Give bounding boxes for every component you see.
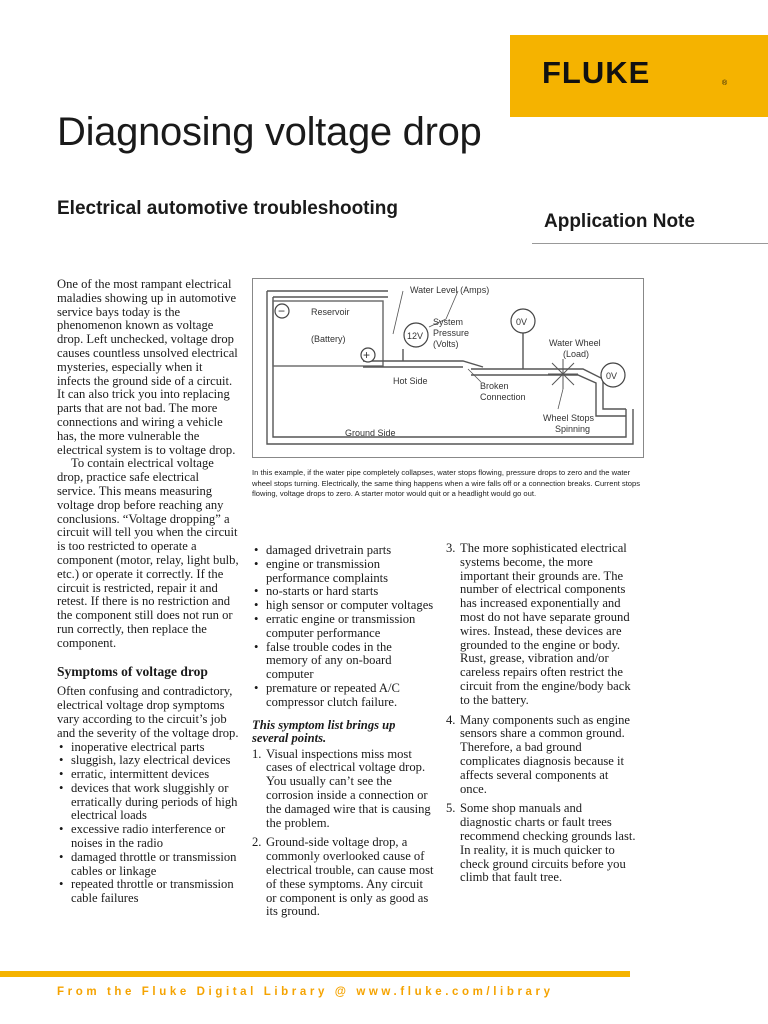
plus-sign: + [363,348,371,362]
doc-type-label: Application Note [544,211,695,232]
label-load: (Load) [563,349,590,359]
label-pressure: Pressure [433,328,470,338]
minus-sign: − [278,304,286,318]
label-battery: (Battery) [311,334,346,344]
item-text: Visual inspections miss most cases of electrical voltage drop. You usually can’t see the corrosion inside a connection or the damaged wire that is causing the problem. [266,746,431,830]
label-broken: Broken [480,381,509,391]
item-number: 5. [446,801,456,816]
list-item: • damaged throttle or transmission cables or linkage [57,851,239,879]
water-wheel-icon [548,359,578,389]
gauge-0v-2-label: 0V [606,371,618,381]
item-number: 2. [252,835,262,850]
list-item: • high sensor or computer voltages [252,599,434,613]
list-item [446,802,636,885]
intro-paragraph: One of the most rampant electrical maladies showing up in automotive service bays today is the phenomenon known as voltage drop. Left unchecked, voltage drop causes countless unsolved electrical mysteries, especially when it infects the ground side of a circuit. It can also trick you into replacing parts that are not bad. The more connections and wiring a vehicle has, the more vulnerable the electrical system is to voltage drop. [57,277,238,457]
label-hot-side: Hot Side [393,376,428,386]
diagram-svg [253,279,643,457]
list-item: • false trouble codes in the memory of any on-board computer [252,641,434,682]
list-item: • sluggish, lazy electrical devices [57,754,239,768]
header-divider [532,243,768,244]
list-item: • erratic engine or transmission computer performance [252,613,434,641]
list-item: • engine or transmission performance complaints [252,558,434,586]
list-item: • no-starts or hard starts [252,585,434,599]
label-system: System [433,317,464,327]
list-item: • excessive radio interference or noises in the radio [57,823,239,851]
fluke-logo: FLUKE [542,55,651,90]
gauge-0v-label: 0V [516,317,528,327]
page-subtitle: Electrical automotive troubleshooting [57,198,398,219]
footer-rule [0,971,630,977]
section-paragraph: Often confusing and contradictory, electrical voltage drop symptoms vary according to the circuit’s job and the severity of the voltage drop. [57,684,239,740]
list-item: • inoperative electrical parts [57,741,239,755]
page-title: Diagnosing voltage drop [57,110,482,154]
item-text: The more sophisticated electrical systems become, the more important their grounds are. The number of electrical components has increased exponentially and most do not have separate ground wires. Instead, these devices are grounded to the engine or body. Rust, grease, vibration and/or careless repairs often restrict the circuit from the engine/body back to the battery. [460,541,631,707]
registered-mark: ® [722,80,728,87]
item-text: Ground-side voltage drop, a commonly overlooked cause of electrical trouble, can cause most of these symptoms. Any circuit or component is only as good as its ground. [266,835,434,919]
list-item: • damaged drivetrain parts [252,544,434,558]
label-reservoir: Reservoir [311,307,350,317]
list-item [252,748,434,831]
label-volts: (Volts) [433,339,459,349]
list-item: • devices that work sluggishly or erratically during periods of high electrical loads [57,782,239,823]
column-2 [252,544,434,925]
list-item [446,714,636,797]
label-wheel-stops: Wheel Stops [543,413,595,423]
list-item: • repeated throttle or transmission cable failures [57,878,239,906]
label-ground-side: Ground Side [345,428,396,438]
list-item: • erratic, intermittent devices [57,768,239,782]
label-connection: Connection [480,392,526,402]
item-number: 1. [252,746,262,761]
item-number: 3. [446,541,456,555]
section-heading: Symptoms of voltage drop [57,663,208,679]
list-item: • premature or repeated A/C compressor clutch failure. [252,682,434,710]
gauge-12v-label: 12V [407,331,424,341]
body-paragraph: To contain electrical voltage drop, practice safe electrical service. This means measuring voltage drop before reaching any conclusions. “Voltage dropping” a circuit will tell you when the circuit is too restricted to operate a component (motor, relay, light bulb, etc.) or operate it correctly. If the circuit is restricted, repair it and retest. If there is no restriction and the component still does not run or run correctly, then replace the component. [57,456,239,650]
fluke-logo-block [510,35,768,117]
item-text: Many components such as engine sensors share a common ground. Therefore, a bad ground complicates diagnosis because it affects several components at once. [460,712,630,796]
points-list [252,748,434,920]
label-spinning: Spinning [555,424,591,434]
water-circuit-diagram [252,278,644,458]
label-water-level: Water Level (Amps) [410,285,490,295]
column-1 [57,278,239,906]
points-list-continued [446,542,636,885]
item-text: Some shop manuals and diagnostic charts or fault trees recommend checking grounds last. In reality, it is much quicker to check ground circuits before you climb that fault tree. [460,801,636,885]
diagram-caption: In this example, if the water pipe completely collapses, water stops flowing, pressure drops to zero and the water wheel stops turning. Electrically, the same thing happens when a wire falls off or a connection breaks. Current stops flowing, voltage drops to zero. A starter motor would quit or a headlight would go out. [252,468,641,499]
symptom-list [57,741,239,907]
label-water-wheel: Water Wheel [549,338,601,348]
list-item [446,542,636,708]
points-heading: This symptom list brings up several points. [252,717,396,745]
footer-library-link[interactable]: From the Fluke Digital Library @ www.fluke.com/library [57,986,554,998]
list-item [252,836,434,919]
item-number: 4. [446,712,456,727]
column-3 [446,542,636,891]
symptom-list-continued [252,544,434,710]
